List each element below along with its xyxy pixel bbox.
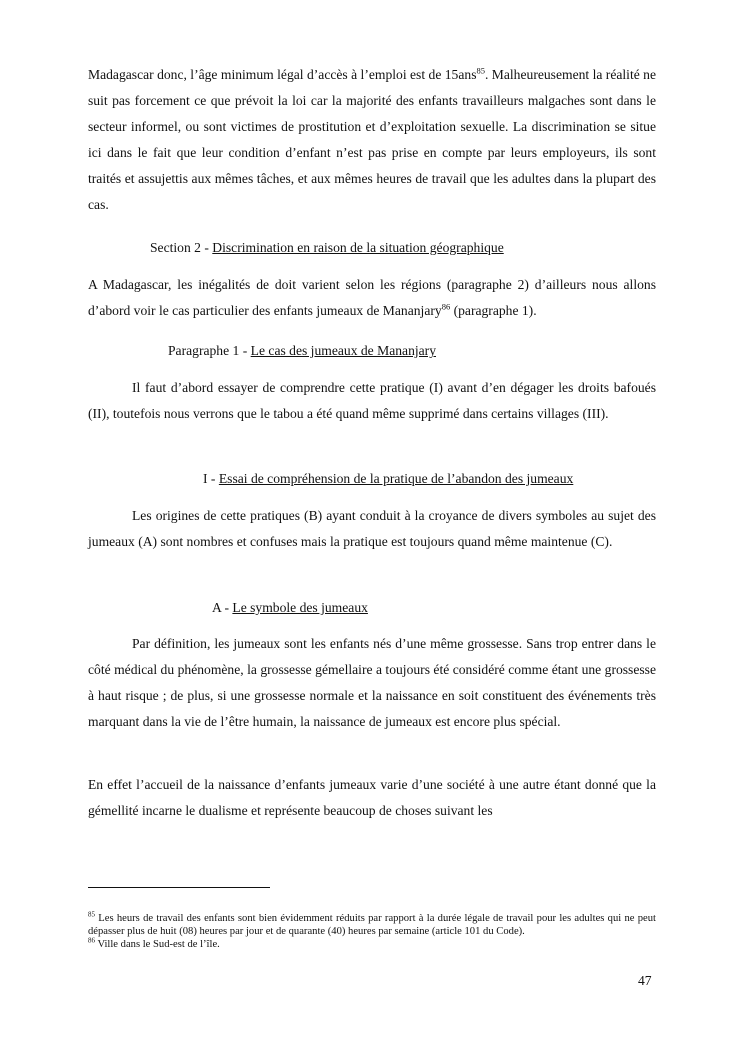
paragraph-heading: [168, 342, 436, 360]
footnote-ref-85[interactable]: 85: [476, 65, 485, 76]
part-heading: [203, 470, 573, 488]
subpart-title: Le symbole des jumeaux: [232, 600, 368, 615]
part-label: I -: [203, 471, 219, 486]
footnote-85: [88, 912, 656, 938]
footnotes: [88, 912, 656, 951]
paragraph-society: En effet l’accueil de la naissance d’enfants jumeaux varie d’une société à une autre étant donné que la gémellité incarne le dualisme et représente beaucoup de choses suivant les: [88, 777, 656, 819]
paragraph-label: Paragraphe 1 -: [168, 343, 251, 358]
paragraph-text: A Madagascar, les inégalités de doit varient selon les régions (paragraphe 2) d’ailleurs nous allons d’abord voir le cas particulier des enfants jumeaux de Mananjary: [88, 277, 656, 319]
paragraph-plan: Il faut d’abord essayer de comprendre cette pratique (I) avant d’en dégager les droits bafoués (II), toutefois nous verrons que le tabou a été quand même supprimé dans certains villages (III).: [88, 380, 656, 422]
section-label: Section 2 -: [150, 240, 213, 255]
footnote-ref-86[interactable]: 86: [441, 301, 451, 312]
subpart-heading: [212, 599, 368, 617]
section-title: Discrimination en raison de la situation géographique: [212, 240, 504, 255]
footnote-text: Les heurs de travail des enfants sont bien évidemment réduits par rapport à la durée légale de travail pour les adultes qui ne peut dépasser plus de huit (08) heures par jour et de quarante (40) heures par semaine (article 101 du Code).: [88, 913, 656, 938]
footnote-mark: 85: [88, 910, 95, 919]
paragraph-text: (paragraphe 1).: [450, 303, 537, 319]
paragraph-text: Madagascar donc, l’âge minimum légal d’accès à l’emploi est de 15ans: [88, 67, 477, 82]
paragraph-text: . Malheureusement la réalité ne suit pas forcement ce que prévoit la loi car la majorité des enfants travailleurs malgaches sont dans le secteur informel, ou sont victimes de prostitution et d’exploitation sexuelle. La discrimination se situe ici dans le fait que leur condition d’enfant n’est pas prise en compte par leurs employeurs, ils sont traités et assujettis aux mêmes tâches, et aux mêmes heures de travail que les adultes dans la plupart des cas.: [88, 67, 656, 213]
paragraph-title: Le cas des jumeaux de Mananjary: [250, 343, 436, 358]
paragraph-legal-age: [88, 62, 656, 219]
subpart-label: A -: [212, 600, 233, 615]
page-number: 47: [638, 973, 652, 988]
footnote-mark: 86: [88, 936, 95, 945]
section-heading: [150, 239, 504, 257]
paragraph-definition: Par définition, les jumeaux sont les enfants nés d’une même grossesse. Sans trop entrer dans le côté médical du phénomène, la grossesse gémellaire a toujours été considéré comme étant une grossesse à haut risque ; de plus, si une grossesse normale et la naissance en soit constituent des événements très marquant dans la vie de l’être humain, la naissance de jumeaux est encore plus spécial.: [88, 636, 656, 730]
paragraph-origins: Les origines de cette pratiques (B) ayant conduit à la croyance de divers symboles au sujet des jumeaux (A) sont nombres et confuses mais la pratique est toujours quand même maintenue (C).: [88, 508, 656, 550]
footnote-text: Ville dans le Sud-est de l’île.: [95, 939, 220, 951]
paragraph-intro-regions: [88, 272, 656, 324]
footnote-separator: [88, 887, 270, 888]
part-title: Essai de compréhension de la pratique de l’abandon des jumeaux: [218, 471, 574, 486]
footnote-86: [88, 938, 656, 951]
